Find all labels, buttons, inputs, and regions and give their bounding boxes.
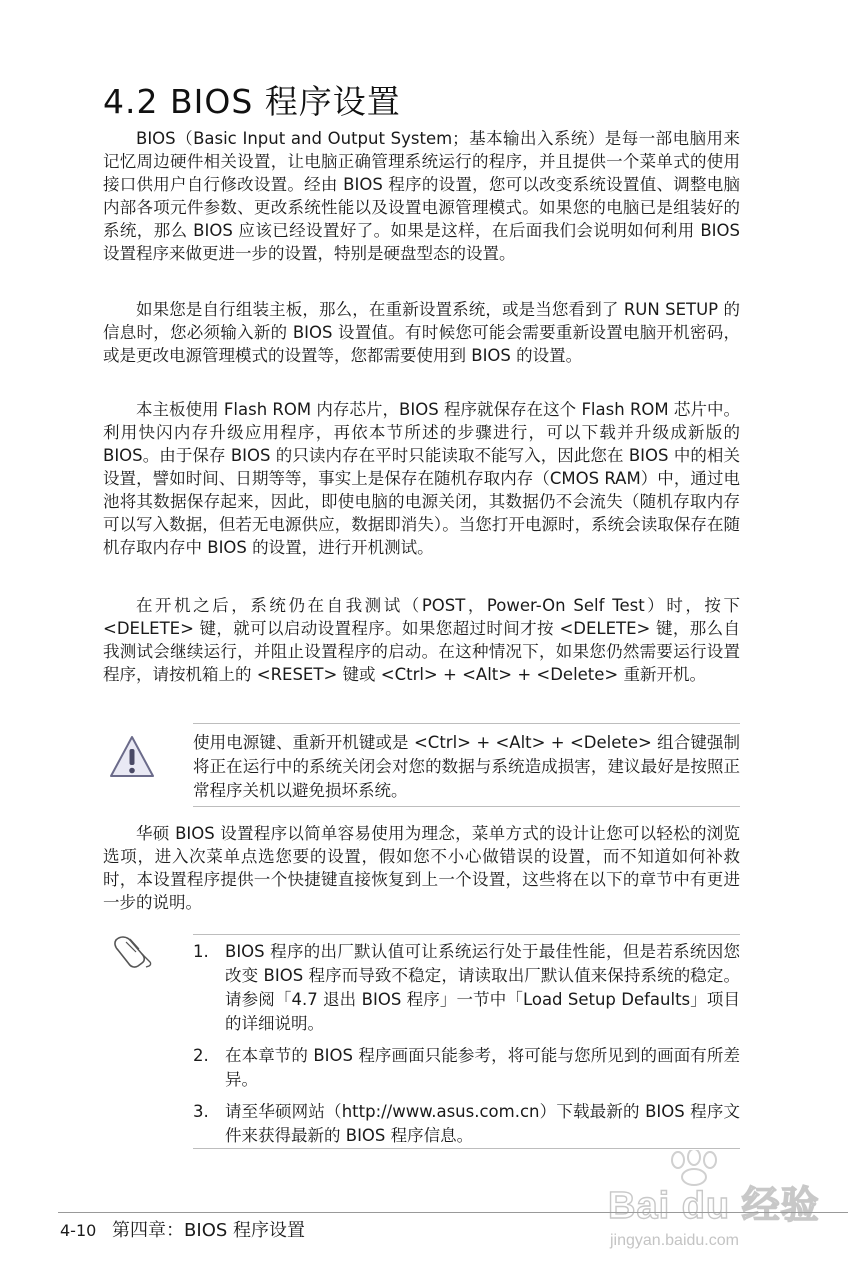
watermark-url: jingyan.baidu.com bbox=[610, 1232, 739, 1249]
list-item-number: 2. bbox=[193, 1046, 209, 1065]
paragraph-self-assembly: 如果您是自行组装主板，那么，在重新设置系统，或是当您看到了 RUN SETUP 的信息时，您必须输入新的 BIOS 设置值。有时候您可能会需要重新设置电脑开机密码，或是更改电源管理模式的设置等，您都需要使用到 BIOS 的设置。 bbox=[103, 300, 740, 365]
list-item-number: 3. bbox=[193, 1102, 209, 1121]
notes-bottom-divider bbox=[193, 1148, 740, 1149]
paragraph-bios-intro: BIOS（Basic Input and Output System；基本输出入系统）是每一部电脑用来记忆周边硬件相关设置，让电脑正确管理系统运行的程序，并且提供一个菜单式的使用接口供用户自行修改设置。经由 BIOS 程序的设置，您可以改变系统设置值、调整电脑内部各项元件参数、更改系统性能以及设置电源管理模式。如果您的电脑已是组装好的系统，那么 BIOS 应该已经设置好了。如果是这样，在后面我们会说明如何利用 BIOS 设置程序来做更进一步的设置，特别是硬盘型态的设置。 bbox=[103, 129, 740, 263]
notes-top-divider bbox=[193, 934, 740, 935]
list-item bbox=[193, 1044, 740, 1092]
warning-bottom-divider bbox=[193, 806, 740, 807]
list-item-text: BIOS 程序的出厂默认值可让系统运行处于最佳性能，但是若系统因您改变 BIOS 程序而导致不稳定，请读取出厂默认值来保持系统的稳定。请参阅「4.7 退出 BIOS 程序」一节中「Load Setup Defaults」项目的详细说明。 bbox=[225, 942, 740, 1033]
paragraph-flash-rom: 本主板使用 Flash ROM 内存芯片，BIOS 程序就保存在这个 Flash ROM 芯片中。利用快闪内存升级应用程序，再依本节所述的步骤进行，可以下载并升级成新版的 BIOS。由于保存 BIOS 的只读内存在平时只能读取不能写入，因此您在 BIOS 中的相关设置，譬如时间、日期等等，事实上是保存在随机存取内存（CMOS RAM）中，通过电池将其数据保存起来，因此，即使电脑的电源关闭，其数据仍不会流失（随机存取内存可以写入数据，但若无电源供应，数据即消失）。当您打开电源时，系统会读取保存在随机存取内存中 BIOS 的设置，进行开机测试。 bbox=[103, 400, 740, 557]
list-item-text: 在本章节的 BIOS 程序画面只能参考，将可能与您所见到的画面有所差异。 bbox=[225, 1046, 740, 1089]
page-number: 4-10 bbox=[60, 1221, 97, 1240]
warning-triangle-icon bbox=[108, 734, 156, 780]
paragraph-asus-bios: 华硕 BIOS 设置程序以简单容易使用为理念，菜单方式的设计让您可以轻松的浏览选项，进入次菜单点选您要的设置，假如您不小心做错误的设置，而不知道如何补救时，本设置程序提供一个快捷键直接恢复到上一个设置，这些将在以下的章节中有更进一步的说明。 bbox=[103, 824, 740, 912]
warning-top-divider bbox=[193, 723, 740, 724]
list-item bbox=[193, 940, 740, 1036]
notes-list bbox=[193, 940, 740, 1156]
watermark-brand: Bai du 经验 bbox=[608, 1185, 820, 1227]
footer-divider bbox=[58, 1212, 848, 1213]
list-item bbox=[193, 1100, 740, 1148]
warning-text: 使用电源键、重新开机键或是 <Ctrl> + <Alt> + <Delete> 组合键强制将正在运行中的系统关闭会对您的数据与系统造成损害，建议最好是按照正常程序关机以避免损坏系统。 bbox=[193, 733, 740, 800]
list-item-text: 请至华硕网站（http://www.asus.com.cn）下载最新的 BIOS 程序文件来获得最新的 BIOS 程序信息。 bbox=[225, 1102, 740, 1145]
list-item-number: 1. bbox=[193, 942, 209, 961]
paragraph-post: 在开机之后，系统仍在自我测试（POST，Power-On Self Test）时，按下 <DELETE> 键，就可以启动设置程序。如果您超过时间才按 <DELETE> 键，那么自我测试会继续运行，并阻止设置程序的启动。在这种情况下，如果您仍然需要运行设置程序，请按机箱上的 <RESET> 键或 <Ctrl> + <Alt> + <Delete> 重新开机。 bbox=[103, 596, 740, 684]
chapter-title: 第四章：BIOS 程序设置 bbox=[112, 1220, 306, 1241]
page-footer bbox=[60, 1216, 305, 1242]
pointing-hand-icon bbox=[112, 932, 154, 970]
page-title: 4.2 BIOS 程序设置 bbox=[103, 82, 401, 121]
